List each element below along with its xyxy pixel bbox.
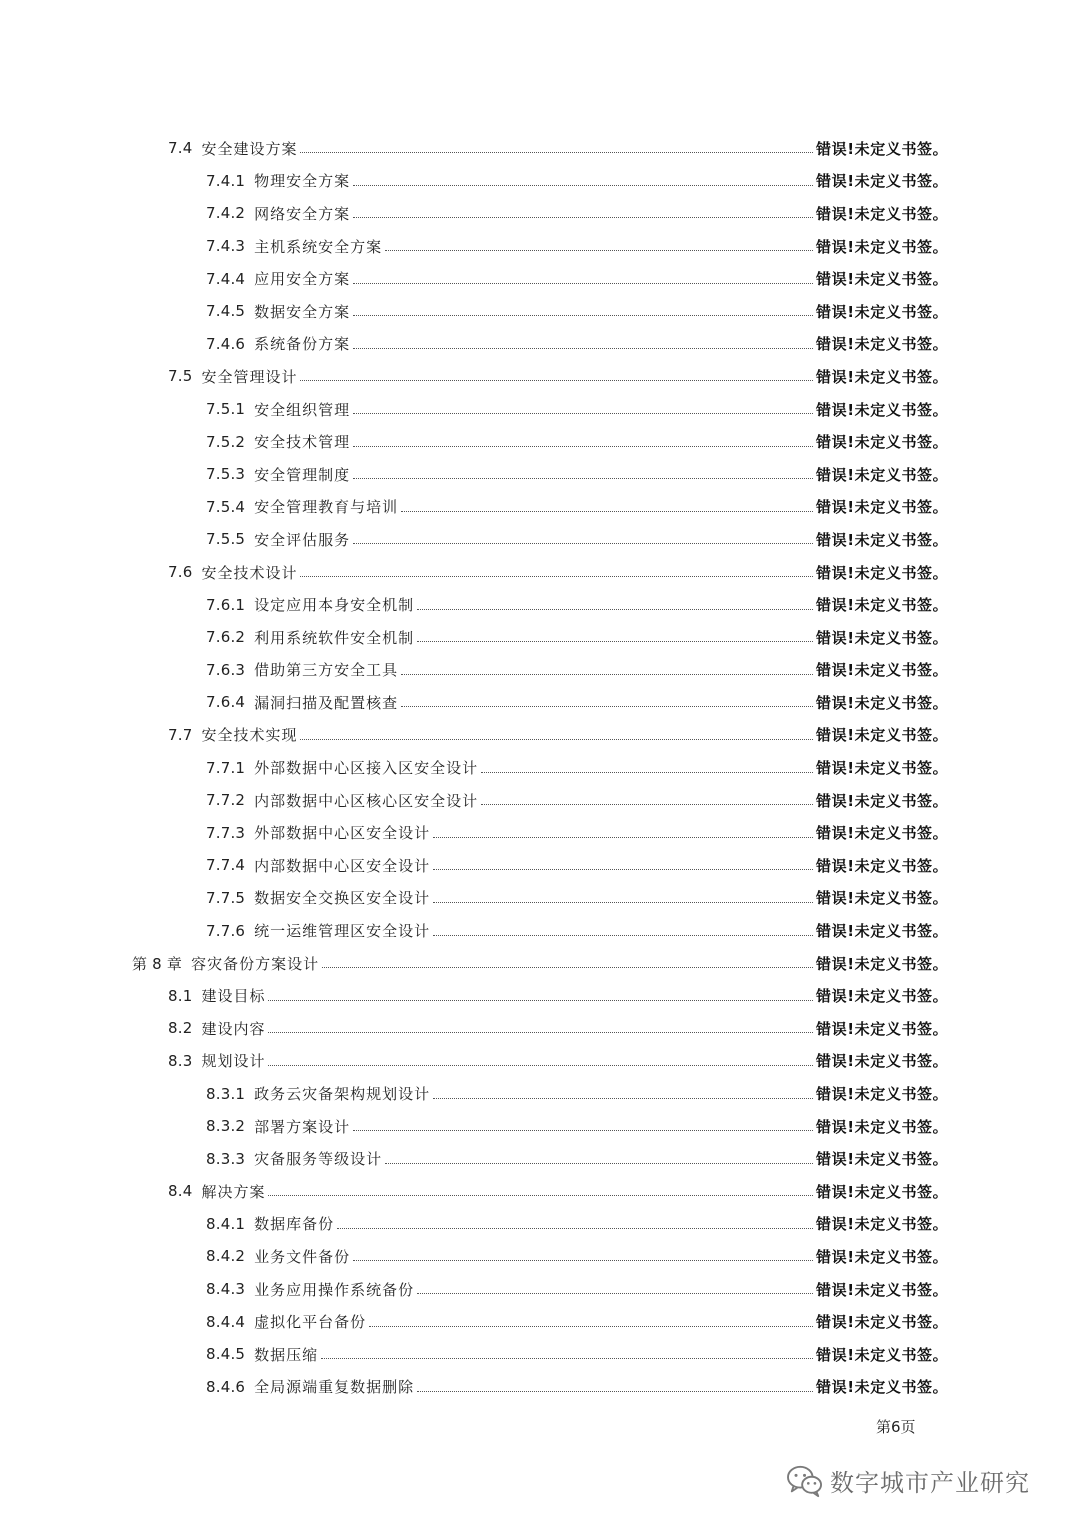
toc-dot-leader: [353, 477, 813, 479]
toc-dot-leader: [353, 412, 813, 414]
toc-entry-page-ref: 错误!未定义书签。: [816, 302, 949, 321]
toc-entry-title: 容灾备份方案设计: [191, 954, 320, 973]
toc-dot-leader: [300, 379, 813, 381]
toc-entry-title: 全局源端重复数据删除: [254, 1378, 415, 1397]
toc-entry-number: 7.7.3: [206, 823, 246, 842]
toc-entry[interactable]: [0, 458, 1080, 491]
toc-entry-title: 安全组织管理: [254, 400, 351, 419]
toc-entry-page-ref: 错误!未定义书签。: [816, 693, 949, 712]
toc-entry-page-ref: 错误!未定义书签。: [816, 1345, 949, 1364]
toc-entry-page-ref: 错误!未定义书签。: [816, 367, 949, 386]
toc-entry-page-ref: 错误!未定义书签。: [816, 139, 949, 158]
toc-dot-leader: [481, 771, 813, 773]
toc-dot-leader: [300, 738, 813, 740]
toc-entry-title: 设定应用本身安全机制: [254, 596, 415, 615]
toc-entry[interactable]: [0, 197, 1080, 230]
toc-entry-number: 8.4.5: [206, 1345, 246, 1364]
toc-entry-number: 8.3.2: [206, 1117, 246, 1136]
toc-dot-leader: [417, 640, 813, 642]
toc-dot-leader: [417, 1292, 813, 1294]
toc-dot-leader: [433, 868, 813, 870]
toc-entry-page-ref: 错误!未定义书签。: [816, 172, 949, 191]
toc-entry-title: 外部数据中心区安全设计: [254, 824, 431, 843]
toc-dot-leader: [353, 282, 813, 284]
toc-entry[interactable]: [0, 1110, 1080, 1143]
toc-entry[interactable]: [0, 1045, 1080, 1078]
toc-entry-page-ref: 错误!未定义书签。: [816, 954, 949, 973]
toc-entry-title: 数据压缩: [254, 1345, 319, 1364]
toc-entry-page-ref: 错误!未定义书签。: [816, 433, 949, 452]
toc-entry-number: 7.5.2: [206, 432, 246, 451]
toc-entry-page-ref: 错误!未定义书签。: [816, 530, 949, 549]
toc-entry-title: 安全技术设计: [201, 563, 298, 582]
toc-entry-number: 8.3.3: [206, 1149, 246, 1168]
toc-dot-leader: [321, 1357, 813, 1359]
toc-entry-page-ref: 错误!未定义书签。: [816, 498, 949, 517]
toc-entry[interactable]: [0, 1012, 1080, 1045]
toc-entry-title: 安全管理设计: [201, 367, 298, 386]
toc-entry[interactable]: [0, 1142, 1080, 1175]
toc-dot-leader: [417, 1390, 813, 1392]
toc-entry-page-ref: 错误!未定义书签。: [816, 628, 949, 647]
toc-entry[interactable]: [0, 882, 1080, 915]
toc-entry-number: 7.6.4: [206, 693, 246, 712]
toc-entry-title: 安全管理制度: [254, 465, 351, 484]
toc-entry-page-ref: 错误!未定义书签。: [816, 824, 949, 843]
toc-entry-number: 7.7.6: [206, 921, 246, 940]
toc-dot-leader: [300, 575, 813, 577]
toc-entry[interactable]: [0, 1305, 1080, 1338]
toc-entry[interactable]: [0, 588, 1080, 621]
toc-entry-page-ref: 错误!未定义书签。: [816, 1378, 949, 1397]
toc-entry-page-ref: 错误!未定义书签。: [816, 1280, 949, 1299]
toc-entry[interactable]: [0, 425, 1080, 458]
toc-entry-number: 7.7.4: [206, 856, 246, 875]
toc-entry[interactable]: [0, 360, 1080, 393]
toc-entry-title: 物理安全方案: [254, 172, 351, 191]
toc-entry-page-ref: 错误!未定义书签。: [816, 726, 949, 745]
toc-entry[interactable]: [0, 132, 1080, 165]
toc-entry[interactable]: [0, 914, 1080, 947]
toc-entry-page-ref: 错误!未定义书签。: [816, 1215, 949, 1234]
toc-entry-page-ref: 错误!未定义书签。: [816, 922, 949, 941]
toc-entry[interactable]: [0, 230, 1080, 263]
toc-entry[interactable]: [0, 751, 1080, 784]
toc-entry-page-ref: 错误!未定义书签。: [816, 465, 949, 484]
toc-dot-leader: [369, 1325, 813, 1327]
toc-entry-number: 7.4.3: [206, 237, 246, 256]
toc-entry-number: 7.5.5: [206, 530, 246, 549]
toc-dot-leader: [268, 1194, 813, 1196]
toc-dot-leader: [481, 803, 813, 805]
toc-entry-number: 第 8 章: [132, 954, 183, 973]
toc-entry-title: 统一运维管理区安全设计: [254, 922, 431, 941]
toc-entry-title: 安全技术管理: [254, 433, 351, 452]
toc-entry-number: 7.7.5: [206, 888, 246, 907]
toc-entry-number: 7.6.3: [206, 660, 246, 679]
toc-entry-number: 7.7.2: [206, 791, 246, 810]
toc-entry-page-ref: 错误!未定义书签。: [816, 1052, 949, 1071]
toc-entry[interactable]: [0, 393, 1080, 426]
toc-dot-leader: [353, 1259, 813, 1261]
toc-entry-title: 内部数据中心区安全设计: [254, 856, 431, 875]
toc-entry-title: 安全建设方案: [201, 139, 298, 158]
toc-entry-number: 7.7.1: [206, 758, 246, 777]
toc-entry-number: 7.6.1: [206, 595, 246, 614]
toc-entry-number: 7.5.4: [206, 497, 246, 516]
toc-entry-page-ref: 错误!未定义书签。: [816, 270, 949, 289]
toc-entry-page-ref: 错误!未定义书签。: [816, 1085, 949, 1104]
toc-entry-number: 7.4.2: [206, 204, 246, 223]
toc-entry[interactable]: [0, 979, 1080, 1012]
toc-entry[interactable]: [0, 1273, 1080, 1306]
toc-entry-page-ref: 错误!未定义书签。: [816, 1182, 949, 1201]
toc-entry-page-ref: 错误!未定义书签。: [816, 759, 949, 778]
toc-entry-title: 利用系统软件安全机制: [254, 628, 415, 647]
toc-entry-number: 8.4.2: [206, 1247, 246, 1266]
toc-dot-leader: [268, 1064, 813, 1066]
toc-entry-page-ref: 错误!未定义书签。: [816, 856, 949, 875]
toc-dot-leader: [268, 999, 813, 1001]
toc-entry-title: 政务云灾备架构规划设计: [254, 1085, 431, 1104]
toc-entry-number: 7.5: [168, 367, 193, 386]
toc-dot-leader: [353, 184, 813, 186]
toc-entry-number: 8.2: [168, 1019, 193, 1038]
toc-entry-page-ref: 错误!未定义书签。: [816, 661, 949, 680]
toc-entry-title: 安全管理教育与培训: [254, 498, 399, 517]
toc-entry[interactable]: [0, 621, 1080, 654]
toc-entry[interactable]: [0, 1208, 1080, 1241]
toc-dot-leader: [353, 542, 813, 544]
toc-entry-title: 解决方案: [201, 1182, 266, 1201]
toc-dot-leader: [353, 445, 813, 447]
toc-entry-page-ref: 错误!未定义书签。: [816, 204, 949, 223]
toc-entry[interactable]: [0, 784, 1080, 817]
toc-entry[interactable]: [0, 165, 1080, 198]
toc-entry[interactable]: [0, 816, 1080, 849]
toc-entry-title: 数据安全交换区安全设计: [254, 889, 431, 908]
toc-entry-title: 建设目标: [201, 987, 266, 1006]
toc-entry-title: 借助第三方安全工具: [254, 661, 399, 680]
toc-entry[interactable]: [0, 686, 1080, 719]
toc-entry-number: 7.4.1: [206, 171, 246, 190]
toc-entry[interactable]: [0, 1077, 1080, 1110]
toc-entry[interactable]: [0, 654, 1080, 687]
toc-dot-leader: [385, 249, 813, 251]
table-of-contents: [0, 132, 1080, 1403]
toc-dot-leader: [353, 216, 813, 218]
toc-entry-page-ref: 错误!未定义书签。: [816, 1313, 949, 1332]
toc-dot-leader: [401, 510, 813, 512]
toc-entry-number: 8.3.1: [206, 1084, 246, 1103]
toc-entry-title: 虚拟化平台备份: [254, 1313, 367, 1332]
toc-entry-number: 7.6.2: [206, 628, 246, 647]
toc-entry-title: 安全评估服务: [254, 530, 351, 549]
toc-entry-number: 8.3: [168, 1051, 193, 1070]
toc-entry[interactable]: [0, 295, 1080, 328]
toc-entry-title: 业务文件备份: [254, 1247, 351, 1266]
toc-entry-title: 建设内容: [201, 1019, 266, 1038]
toc-entry-title: 数据库备份: [254, 1215, 335, 1234]
toc-entry-number: 8.4.1: [206, 1214, 246, 1233]
toc-entry-number: 7.4.6: [206, 334, 246, 353]
toc-entry-number: 8.4: [168, 1182, 193, 1201]
toc-entry-title: 网络安全方案: [254, 204, 351, 223]
page-number: 第6页: [876, 1418, 916, 1436]
toc-entry-title: 灾备服务等级设计: [254, 1150, 383, 1169]
toc-entry-page-ref: 错误!未定义书签。: [816, 400, 949, 419]
toc-entry-title: 部署方案设计: [254, 1117, 351, 1136]
toc-entry-number: 7.4: [168, 139, 193, 158]
toc-dot-leader: [353, 314, 813, 316]
toc-entry-title: 主机系统安全方案: [254, 237, 383, 256]
toc-entry[interactable]: [0, 262, 1080, 295]
toc-entry[interactable]: [0, 328, 1080, 361]
toc-dot-leader: [385, 1162, 813, 1164]
toc-entry-number: 7.7: [168, 725, 193, 744]
toc-dot-leader: [401, 705, 813, 707]
toc-entry-number: 8.4.3: [206, 1280, 246, 1299]
toc-entry-page-ref: 错误!未定义书签。: [816, 237, 949, 256]
toc-entry-page-ref: 错误!未定义书签。: [816, 1150, 949, 1169]
toc-dot-leader: [401, 673, 813, 675]
toc-dot-leader: [417, 608, 813, 610]
toc-entry-page-ref: 错误!未定义书签。: [816, 563, 949, 582]
toc-entry-page-ref: 错误!未定义书签。: [816, 889, 949, 908]
toc-entry[interactable]: [0, 1175, 1080, 1208]
toc-entry[interactable]: [0, 556, 1080, 589]
toc-entry-title: 数据安全方案: [254, 302, 351, 321]
toc-dot-leader: [322, 966, 813, 968]
toc-entry-title: 业务应用操作系统备份: [254, 1280, 415, 1299]
toc-entry-title: 安全技术实现: [201, 726, 298, 745]
toc-entry-title: 漏洞扫描及配置核查: [254, 693, 399, 712]
toc-entry-page-ref: 错误!未定义书签。: [816, 791, 949, 810]
toc-entry-page-ref: 错误!未定义书签。: [816, 1019, 949, 1038]
toc-entry-number: 8.1: [168, 986, 193, 1005]
toc-entry-page-ref: 错误!未定义书签。: [816, 596, 949, 615]
toc-entry-number: 8.4.4: [206, 1312, 246, 1331]
toc-entry[interactable]: [0, 491, 1080, 524]
toc-entry-title: 规划设计: [201, 1052, 266, 1071]
toc-dot-leader: [353, 347, 813, 349]
toc-entry[interactable]: [0, 849, 1080, 882]
toc-entry[interactable]: [0, 1371, 1080, 1404]
toc-entry-number: 7.6: [168, 563, 193, 582]
toc-dot-leader: [300, 151, 813, 153]
toc-entry-page-ref: 错误!未定义书签。: [816, 1247, 949, 1266]
watermark: [786, 1463, 1030, 1498]
toc-dot-leader: [268, 1031, 813, 1033]
toc-entry-number: 7.5.1: [206, 400, 246, 419]
toc-entry[interactable]: [0, 523, 1080, 556]
toc-entry-title: 内部数据中心区核心区安全设计: [254, 791, 479, 810]
toc-entry-number: 7.5.3: [206, 465, 246, 484]
toc-dot-leader: [433, 901, 813, 903]
toc-entry-number: 7.4.5: [206, 302, 246, 321]
toc-dot-leader: [433, 1097, 813, 1099]
wechat-icon: [786, 1464, 824, 1498]
toc-dot-leader: [353, 1129, 813, 1131]
toc-entry-number: 7.4.4: [206, 269, 246, 288]
toc-entry[interactable]: [0, 719, 1080, 752]
toc-entry[interactable]: [0, 947, 1080, 980]
toc-entry-title: 系统备份方案: [254, 335, 351, 354]
toc-entry-page-ref: 错误!未定义书签。: [816, 1117, 949, 1136]
toc-entry-title: 应用安全方案: [254, 270, 351, 289]
toc-entry[interactable]: [0, 1338, 1080, 1371]
toc-dot-leader: [433, 836, 813, 838]
toc-entry-number: 8.4.6: [206, 1377, 246, 1396]
toc-entry-page-ref: 错误!未定义书签。: [816, 335, 949, 354]
toc-entry[interactable]: [0, 1240, 1080, 1273]
toc-entry-page-ref: 错误!未定义书签。: [816, 987, 949, 1006]
toc-dot-leader: [433, 934, 813, 936]
watermark-text: 数字城市产业研究: [830, 1469, 1030, 1497]
toc-dot-leader: [337, 1227, 813, 1229]
toc-entry-title: 外部数据中心区接入区安全设计: [254, 759, 479, 778]
